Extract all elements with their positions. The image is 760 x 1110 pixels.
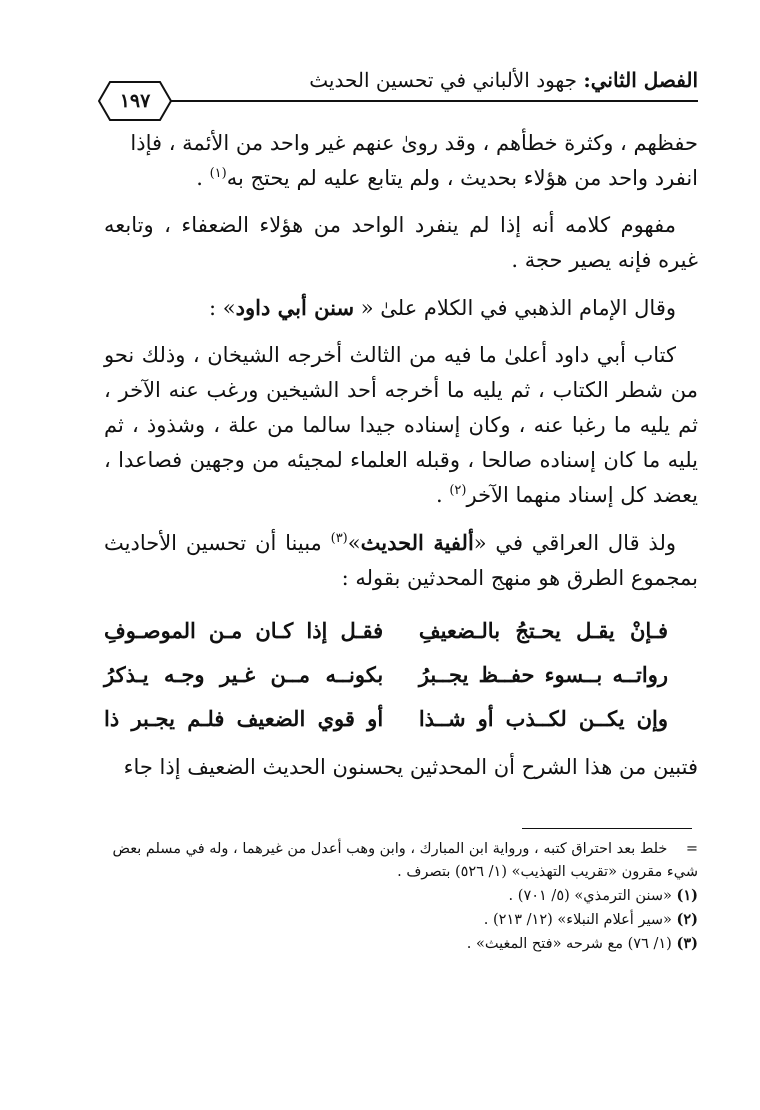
- verse: [104, 608, 698, 652]
- paragraph-5-close-quote: »: [347, 531, 361, 555]
- header-rule: [150, 100, 698, 102]
- paragraph-2: مفهوم كلامه أنه إذا لم ينفرد الواحد من هؤلاء الضعفاء ، وتابعه غيره فإنه يصير حجة .: [104, 213, 698, 272]
- footnote-text: «سنن الترمذي» (٥/ ٧٠١) .: [508, 888, 672, 904]
- continuation-text: خلط بعد احتراق كتبه ، ورواية ابن المبارك ، وابن وهب أعدل من غيرهما ، وله في مسلم بعض شيء مقرون «تقريب التهذيب» (١/ ٥٢٦) بتصرف .: [112, 841, 698, 880]
- paragraph-3-start: وقال الإمام الذهبي في الكلام علىٰ «: [354, 296, 676, 320]
- paragraph-1-line-2: انفرد واحد من هؤلاء بحديث ، ولم يتابع عليه لم يحتج به: [226, 166, 698, 190]
- footnote-ref-1: (١): [209, 166, 227, 181]
- paragraph-1: [104, 126, 698, 196]
- footnote: [104, 908, 698, 932]
- paragraph-1-line-1: حفظهم ، وكثرة خطأهم ، وقد روىٰ عنهم غير واحد من الأئمة ، فإذا: [130, 131, 698, 155]
- quotation: [104, 338, 698, 513]
- verse-first-hemistich: وإن يكــن لكــذب أو شــذا: [418, 705, 668, 731]
- footnotes: [104, 838, 698, 956]
- quotation-text: كتاب أبي داود أعلىٰ ما فيه من الثالث أخرجه الشيخان ، وذلك نحو من شطر الكتاب ، ثم يليه ما أخرجه أحد الشيخين ورغب عنه الآخر ، ثم يليه ما رغبا عنه ، وكان إسناده جيدا سالما من علة ، وشذوذ ، ثم يليه ما كان إسناده صالحا ، وقبله العلماء لمجيئه من وجهين فصاعدا ، يعضد كل إسناد منهما الآخر: [104, 343, 698, 507]
- poem: [104, 608, 698, 740]
- continuation-marker: =: [685, 841, 698, 857]
- page-number-badge: [98, 80, 172, 122]
- footnote-text: «سير أعلام النبلاء» (١٢/ ٢١٣) .: [483, 912, 672, 928]
- verse: [104, 696, 698, 740]
- paragraph-1-end: .: [196, 166, 210, 190]
- paragraph-5-start: ولذ قال العراقي في «: [473, 531, 676, 555]
- verse: [104, 652, 698, 696]
- verse-first-hemistich: رواتــه بــسوء حفــظ يجــبرُ: [418, 661, 668, 687]
- footnote: [104, 932, 698, 956]
- verse-second-hemistich: أو قوي الضعيف فلـم يجـبر ذا: [104, 705, 384, 731]
- paragraph-3-end: » :: [209, 296, 236, 320]
- footnote: [104, 884, 698, 908]
- book-title-sunan: سنن أبي داود: [235, 295, 355, 320]
- paragraph-last: فتبين من هذا الشرح أن المحدثين يحسنون الحديث الضعيف إذا جاء: [123, 755, 698, 779]
- footnote-number: (٢): [676, 911, 698, 928]
- book-title-alfiyya: ألفية الحديث: [360, 530, 474, 555]
- chapter-title: جهود الألباني في تحسين الحديث: [309, 68, 578, 92]
- chapter-label: الفصل الثاني:: [583, 68, 698, 92]
- footnote-number: (٣): [676, 935, 698, 952]
- footnote-ref-2: (٢): [449, 483, 467, 498]
- paragraph-5-end: مبينا أن تحسين الأحاديث بمجموع الطرق هو منهج المحدثين بقوله :: [104, 531, 698, 590]
- footnote-number: (١): [676, 887, 698, 904]
- footnote-ref-3: (٣): [330, 531, 348, 546]
- quotation-end: .: [435, 483, 450, 507]
- verse-first-hemistich: فـإنْ يقـل يحـتجُ بالـضعيفِ: [418, 617, 668, 643]
- paragraph-3: [104, 290, 698, 326]
- paragraph-5: [104, 525, 698, 596]
- running-header: [309, 66, 698, 94]
- footnote-continuation: [104, 838, 698, 884]
- footnote-text: (١/ ٧٦) مع شرحه «فتح المغيث» .: [466, 936, 672, 952]
- footnote-rule: [522, 828, 692, 829]
- verse-second-hemistich: بكونــه مــن غـير وجـه يـذكرُ: [104, 661, 384, 687]
- main-text: [104, 126, 698, 797]
- page-number: ١٩٧: [119, 90, 151, 112]
- verse-second-hemistich: فقـل إذا كـان مـن الموصـوفِ: [104, 617, 384, 643]
